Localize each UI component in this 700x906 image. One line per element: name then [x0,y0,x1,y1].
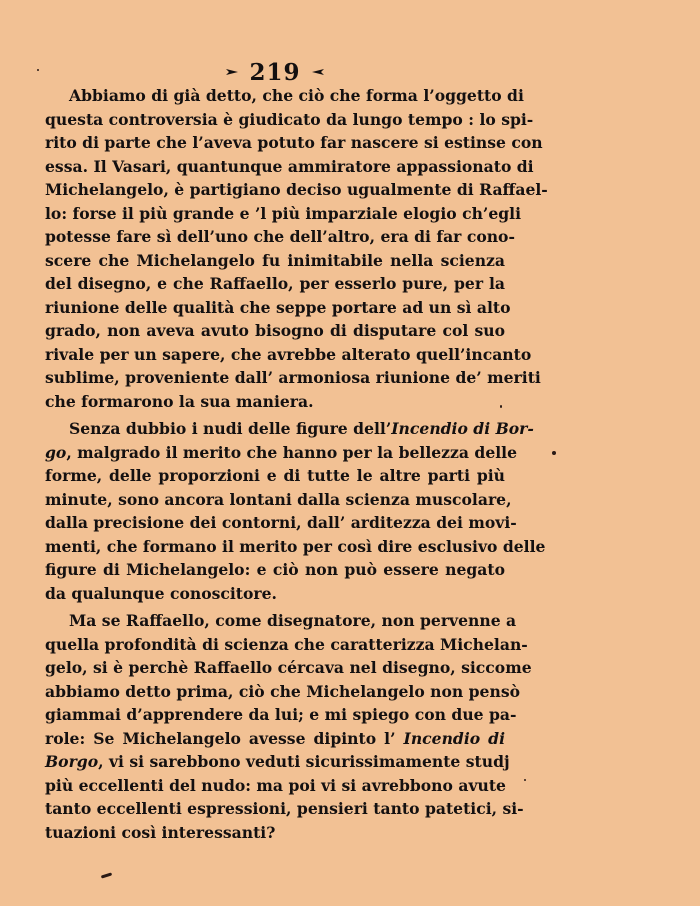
text-line: minute, sono ancora lontani dalla scienza muscolare, [45,489,512,509]
text-line: Ma se Raffaello, come disegnatore, non pervenne a [69,611,517,630]
right-printer-ornament-icon [309,67,325,77]
text-line: grado, non aveva avuto bisogno di disputare col suo [45,321,505,340]
text-line: role: Se Michelangelo avesse dipinto l’ Incendio di [45,728,505,748]
text-line: dalla precisione dei contorni, dall’ arditezza dei movi- [45,513,517,532]
text-line: Borgo, vi si sarebbono veduti sicurissimamente studj [45,752,510,771]
text-line: abbiamo detto prima, ciò che Michelangelo non pensò [45,681,520,701]
left-printer-ornament-icon [225,67,241,77]
text-line: riunione delle qualità che seppe portare ad un sì alto [45,297,511,317]
text-line: rito di parte che l’aveva potuto far nascere si estinse con [45,133,543,152]
italic-title: Incendio di Bor- [391,419,534,438]
text-line: menti, che formano il merito per così dire esclusivo delle [45,536,546,556]
text-line: giammai d’apprendere da lui; e mi spiego con due pa- [45,705,517,724]
text-line: gelo, si è perchè Raffaello cércava nel disegno, siccome [45,658,532,677]
text-line: del disegno, e che Raffaello, per esserlo pure, per la [45,274,505,293]
text-line: tuazioni così interessanti? [45,822,276,842]
text-line: forme, delle proporzioni e di tutte le altre parti più [45,466,505,485]
text-line: Michelangelo, è partigiano deciso ugualmente di Raffael- [45,180,548,199]
text-line: figure di Michelangelo: e ciò non può essere negato [45,560,505,579]
body-text [45,84,548,844]
page-header [220,58,330,86]
text-line: lo: forse il più grande e ’l più imparziale elogio ch’egli [45,203,522,223]
text-line: sublime, proveniente dall’ armoniosa riunione de’ meriti [45,368,541,387]
ink-speck-right-upper [552,451,556,455]
ink-speck-top [37,69,39,71]
ink-speck-bottom-stroke [101,872,112,878]
paragraph-2 [45,417,546,605]
text-line: da qualunque conoscitore. [45,583,277,603]
text-line: che formarono la sua maniera. [45,391,314,411]
text-line: quella profondità di scienza che caratterizza Michelan- [45,634,528,654]
paragraph-3 [45,609,532,844]
paragraph-1 [45,84,548,413]
ink-speck-right-middle [500,405,502,408]
ink-speck-right-lower [524,779,526,781]
text-line: Abbiamo di già detto, che ciò che forma l’oggetto di [69,86,524,105]
italic-title: Borgo [45,752,99,771]
text-line: rivale per un sapere, che avrebbe alterato quell’incanto [45,344,532,364]
text-line: potesse fare sì dell’uno che dell’altro, era di far cono- [45,227,515,246]
text-line: scere che Michelangelo fu inimitabile nella scienza [45,250,505,270]
italic-title: go [45,442,67,462]
text-line: essa. Il Vasari, quantunque ammiratore appassionato di [45,156,534,176]
text-line: go, malgrado il merito che hanno per la bellezza delle [45,442,518,462]
text-line: questa controversia è giudicato da lungo tempo : lo spi- [45,109,534,129]
text-line: Senza dubbio i nudi delle figure dell’Incendio di Bor- [69,419,534,438]
text-line: più eccellenti del nudo: ma poi vi si avrebbono avute [45,775,506,795]
text-line: tanto eccellenti espressioni, pensieri tanto patetici, si- [45,799,524,818]
page-number: 219 [249,58,301,86]
italic-title: Incendio di [403,728,505,748]
